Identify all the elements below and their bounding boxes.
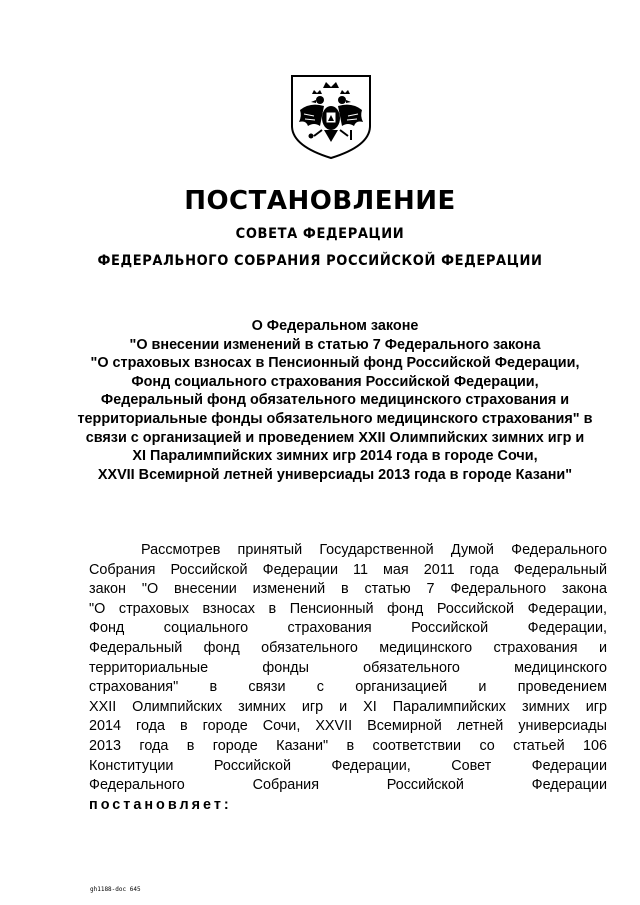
body-line: страхования" в связи с организацией и проведением [89, 679, 607, 696]
body-line: 2013 года в городе Казани" в соответствии со статьей 106 [89, 737, 607, 754]
body-line: закон "О внесении изменений в статью 7 Федерального закона [89, 581, 607, 598]
body-line: XXII Олимпийских зимних игр и XI Паралимпийских зимних игр [89, 698, 607, 715]
law-heading-line: О Федеральном законе [251, 318, 419, 334]
body-line: 2014 года в городе Сочи, XXVII Всемирной летней универсиады [89, 718, 607, 735]
document-subtitle-assembly: ФЕДЕРАЛЬНОГО СОБРАНИЯ РОССИЙСКОЙ ФЕДЕРАЦИИ [97, 253, 543, 269]
law-heading-line: Фонд социального страхования Российской Федерации, [131, 373, 539, 390]
law-heading-line: территориальные фонды обязательного медицинского страхования" в [77, 410, 593, 427]
law-heading-line: XXVII Всемирной летней универсиады 2013 года в городе Казани" [97, 466, 573, 483]
law-heading-line: Федеральный фонд обязательного медицинского страхования и [100, 392, 570, 409]
double-headed-eagle-icon [290, 74, 372, 160]
law-heading-line: связи с организацией и проведением XXII Олимпийских зимних игр и [85, 429, 585, 446]
law-heading [40, 317, 630, 484]
body-line: "О страховых взносах в Пенсионный фонд Российской Федерации, [89, 600, 607, 617]
decree-word: постановляет: [89, 796, 232, 813]
body-line: территориальные фонды обязательного медицинского [89, 659, 607, 676]
body-line: Фонд социального страхования Российской Федерации, [89, 620, 607, 637]
document-code: gh1188-doc 645 [90, 886, 141, 893]
document-subtitle-issuer: СОВЕТА ФЕДЕРАЦИИ [235, 226, 405, 242]
body-line: Собрания Российской Федерации 11 мая 2011 года Федеральный [89, 561, 607, 578]
body-line: Конституции Российской Федерации, Совет Федерации [89, 757, 607, 774]
body-line: Федерального Собрания Российской Федерации [89, 777, 607, 794]
decree-body [89, 541, 607, 815]
law-heading-line: "О страховых взносах в Пенсионный фонд Российской Федерации, [90, 355, 580, 372]
document-title: ПОСТАНОВЛЕНИЕ [184, 186, 456, 216]
coat-of-arms-emblem [290, 74, 372, 160]
law-heading-line: XI Паралимпийских зимних игр 2014 года в городе Сочи, [132, 448, 538, 465]
body-line: Федеральный фонд обязательного медицинского страхования и [89, 639, 607, 656]
law-heading-line: "О внесении изменений в статью 7 Федерального закона [129, 336, 541, 353]
body-line: Рассмотрев принятый Государственной Думой Федерального [141, 542, 607, 558]
